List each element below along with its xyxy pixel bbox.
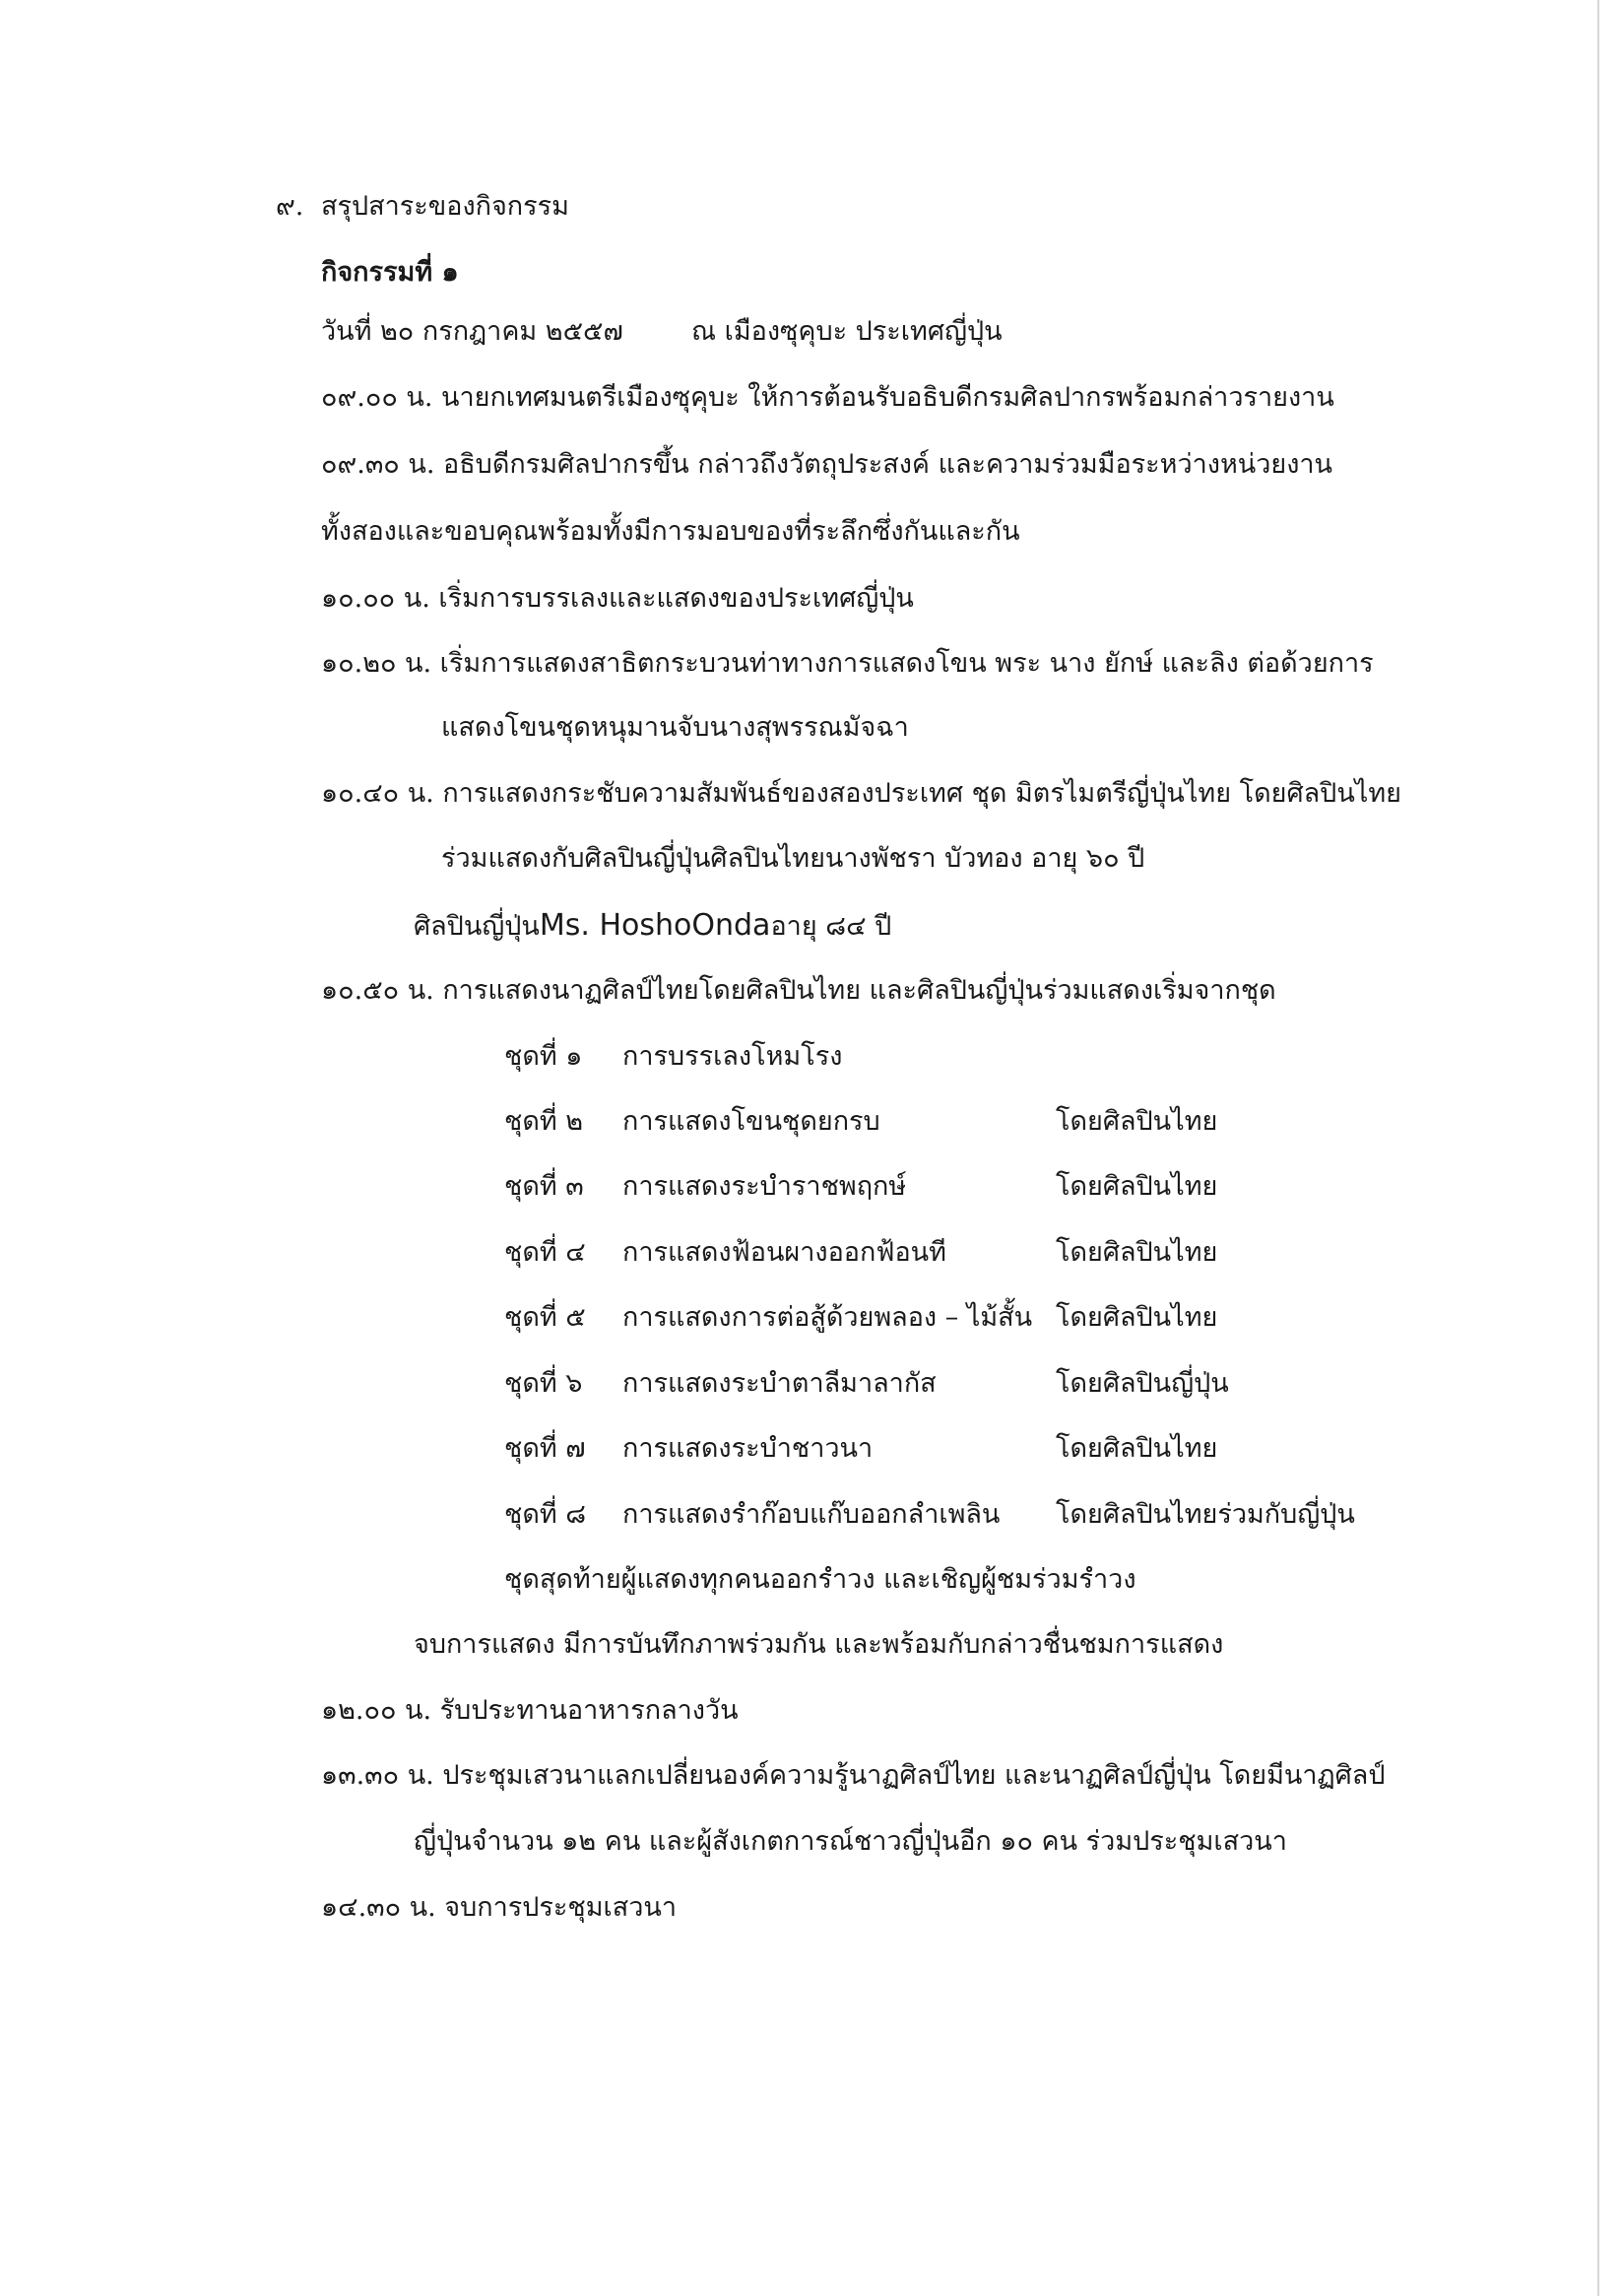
performance-title: การบรรเลงโหมโรง xyxy=(622,1041,843,1072)
schedule-line-1040-artist xyxy=(414,906,891,947)
schedule-line-1330: ๑๓.๓๐ น. ประชุมเสวนาแลกเปลี่ยนองค์ความรู้นาฏศิลป์ไทย และนาฏศิลป์ญี่ปุ่น โดยมีนาฏศิลป์ xyxy=(321,1760,1386,1791)
schedule-line-0900: ๐๙.๐๐ น. นายกเทศมนตรีเมืองซุคุบะ ให้การต้อนรับอธิบดีกรมศิลปากรพร้อมกล่าวรายงาน xyxy=(321,382,1334,413)
performance-number: ชุดที่ ๓ xyxy=(504,1171,584,1202)
scan-edge-line xyxy=(1597,0,1599,2296)
schedule-line-1430: ๑๔.๓๐ น. จบการประชุมเสวนา xyxy=(321,1892,678,1923)
performance-title: การแสดงระบำตาลีมาลากัส xyxy=(622,1368,937,1399)
end-show-line: จบการแสดง มีการบันทึกภาพร่วมกัน และพร้อมกับกล่าวชื่นชมการแสดง xyxy=(414,1629,1224,1660)
section-number: ๙. xyxy=(276,191,304,222)
schedule-line-1020-cont: แสดงโขนชุดหนุมานจับนางสุพรรณมัจฉา xyxy=(441,712,909,743)
performance-title: การแสดงรำก๊อบแก๊บออกลำเพลิน xyxy=(622,1499,1001,1530)
performance-performer: โดยศิลปินญี่ปุ่น xyxy=(1056,1368,1229,1399)
performance-title: การแสดงระบำราชพฤกษ์ xyxy=(622,1171,907,1202)
schedule-line-1000: ๑๐.๐๐ น. เริ่มการบรรเลงและแสดงของประเทศญี่ปุ่น xyxy=(321,583,914,614)
performance-number: ชุดที่ ๖ xyxy=(504,1368,583,1399)
artist-age: อายุ ๘๔ ปี xyxy=(770,911,892,942)
section-title: สรุปสาระของกิจกรรม xyxy=(321,191,569,222)
performance-title: การแสดงโขนชุดยกรบ xyxy=(622,1106,880,1137)
performance-number: ชุดที่ ๒ xyxy=(504,1106,584,1137)
schedule-line-1040: ๑๐.๔๐ น. การแสดงกระชับความสัมพันธ์ของสองประเทศ ชุด มิตรไมตรีญี่ปุ่นไทย โดยศิลปินไทย xyxy=(321,778,1401,809)
artist-prefix: ศิลปินญี่ปุ่น xyxy=(414,911,540,942)
performance-number: ชุดที่ ๑ xyxy=(504,1041,583,1072)
schedule-line-1330-cont: ญี่ปุ่นจำนวน ๑๒ คน และผู้สังเกตการณ์ชาวญี่ปุ่นอีก ๑๐ คน ร่วมประชุมเสวนา xyxy=(414,1826,1287,1857)
schedule-line-0930: ๐๙.๓๐ น. อธิบดีกรมศิลปากรขึ้น กล่าวถึงวัตถุประสงค์ และความร่วมมือระหว่างหน่วยงาน xyxy=(321,449,1333,480)
activity-date: วันที่ ๒๐ กรกฎาคม ๒๕๕๗ xyxy=(321,316,623,347)
activity-place: ณ เมืองซุคุบะ ประเทศญี่ปุ่น xyxy=(691,316,1003,347)
performance-performer: โดยศิลปินไทยร่วมกับญี่ปุ่น xyxy=(1056,1499,1355,1530)
performance-title: การแสดงระบำชาวนา xyxy=(622,1433,874,1464)
artist-name: Ms. HoshoOnda xyxy=(539,908,771,943)
performance-performer: โดยศิลปินไทย xyxy=(1056,1237,1218,1268)
performance-performer: โดยศิลปินไทย xyxy=(1056,1433,1218,1464)
performance-number: ชุดที่ ๕ xyxy=(504,1302,586,1333)
performance-number: ชุดที่ ๗ xyxy=(504,1433,586,1464)
performance-number: ชุดที่ ๘ xyxy=(504,1499,587,1530)
performance-performer: โดยศิลปินไทย xyxy=(1056,1106,1218,1137)
schedule-line-1040-cont: ร่วมแสดงกับศิลปินญี่ปุ่นศิลปินไทยนางพัชรา บัวทอง อายุ ๖๐ ปี xyxy=(441,843,1145,874)
performance-number: ชุดที่ ๔ xyxy=(504,1237,586,1268)
activity-heading: กิจกรรมที่ ๑ xyxy=(321,257,459,288)
schedule-line-1020: ๑๐.๒๐ น. เริ่มการแสดงสาธิตกระบวนท่าทางการแสดงโขน พระ นาง ยักษ์ และลิง ต่อด้วยการ xyxy=(321,648,1374,679)
performance-title: การแสดงการต่อสู้ด้วยพลอง – ไม้สั้น xyxy=(622,1302,1033,1333)
performance-title: การแสดงฟ้อนผางออกฟ้อนที xyxy=(622,1237,946,1268)
finale-line: ชุดสุดท้ายผู้แสดงทุกคนออกรำวง และเชิญผู้ชมร่วมรำวง xyxy=(504,1564,1136,1595)
schedule-line-1200: ๑๒.๐๐ น. รับประทานอาหารกลางวัน xyxy=(321,1695,739,1726)
schedule-line-1050: ๑๐.๕๐ น. การแสดงนาฏศิลป์ไทยโดยศิลปินไทย และศิลปินญี่ปุ่นร่วมแสดงเริ่มจากชุด xyxy=(321,975,1276,1006)
performance-performer: โดยศิลปินไทย xyxy=(1056,1171,1218,1202)
schedule-line-0930-cont: ทั้งสองและขอบคุณพร้อมทั้งมีการมอบของที่ระลึกซึ่งกันและกัน xyxy=(321,516,1020,547)
performance-performer: โดยศิลปินไทย xyxy=(1056,1302,1218,1333)
